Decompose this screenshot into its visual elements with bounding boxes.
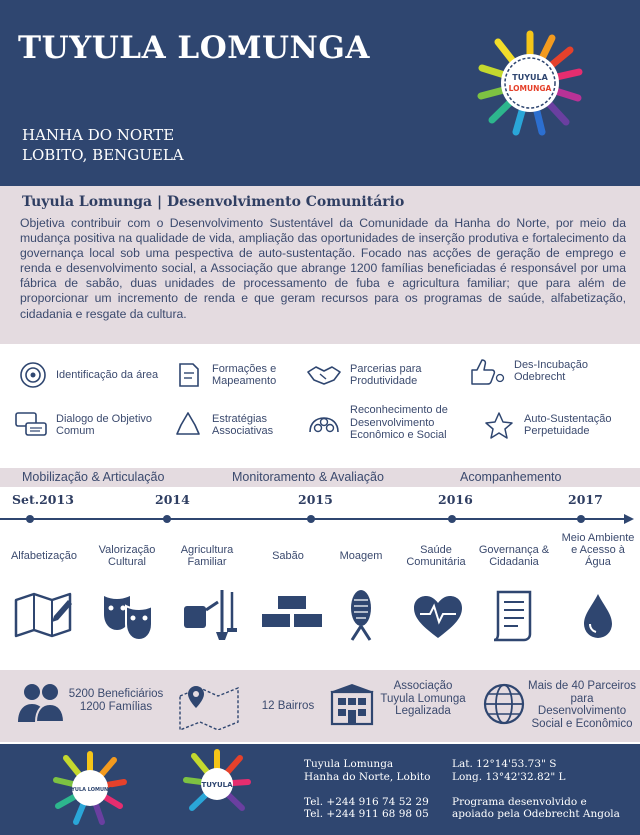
year-label: 2017 — [568, 492, 603, 507]
water-drop-icon — [580, 592, 616, 640]
footer-program-1: Programa desenvolvido e — [452, 796, 587, 808]
service-label: Estratégias Associativas — [212, 412, 274, 437]
scroll-document-icon — [488, 588, 538, 642]
service-formacoes — [174, 360, 304, 390]
corn-icon — [344, 586, 378, 642]
footer-latitude: Lat. 12°14'53.73" S — [452, 758, 557, 770]
service-parcerias — [306, 360, 456, 390]
theater-masks-icon — [98, 590, 158, 642]
footer-longitude: Long. 13°42'32.82" L — [452, 771, 566, 783]
small-logo-text-2: TUYULA — [201, 781, 233, 789]
globe-icon — [482, 682, 526, 726]
header-banner — [0, 0, 640, 186]
description-title: Tuyula Lomunga | Desenvolvimento Comunitário — [22, 194, 405, 210]
year-label: 2015 — [298, 492, 333, 507]
target-icon — [18, 360, 48, 390]
year-label: 2014 — [155, 492, 190, 507]
soap-bars-icon — [260, 596, 326, 634]
community-icon — [306, 408, 342, 438]
service-auto-sustentacao — [482, 410, 638, 440]
speech-bubbles-icon — [14, 410, 48, 440]
service-desincubacao — [466, 356, 636, 386]
timeline — [0, 462, 640, 532]
year-label: Set.2013 — [12, 492, 74, 507]
building-icon — [328, 682, 376, 726]
beneficiaries-count: 5200 Beneficiários — [68, 688, 164, 700]
map-pin-icon — [178, 680, 240, 730]
tuyula-logo-small-1 — [52, 750, 128, 826]
star-icon — [482, 410, 516, 440]
service-label: Formações e Mapeamento — [212, 362, 277, 387]
activity-valorizacao: Valorização Cultural — [98, 544, 156, 568]
service-label: Reconhecimento de Desenvolvimento Econômico e Social — [350, 404, 448, 441]
footer-org-name: Tuyula Lomunga — [304, 758, 394, 770]
small-logo-text-1: TUYULA LOMUNGA — [63, 787, 117, 793]
tuyula-logo-small-2 — [182, 748, 252, 828]
footer-phone-2: Tel. +244 911 68 98 05 — [304, 808, 429, 820]
activity-moagem: Moagem — [339, 550, 383, 562]
activity-governanca: Governança & Cidadania — [478, 544, 550, 568]
activity-agricultura: Agricultura Familiar — [180, 544, 234, 568]
service-label: Des-Incubação Odebrecht — [514, 358, 588, 383]
activity-meio-ambiente: Meio Ambiente e Acesso à Água — [561, 532, 635, 568]
association-status: Associação Tuyula Lomunga Legalizada — [380, 680, 466, 717]
year-label: 2016 — [438, 492, 473, 507]
activity-sabao: Sabão — [272, 550, 304, 562]
service-dialogo — [14, 410, 174, 440]
people-icon — [16, 680, 66, 724]
document-pen-icon — [174, 360, 204, 390]
recycle-icon — [172, 410, 204, 440]
heart-pulse-icon — [412, 594, 464, 640]
location-line-2: LOBITO, BENGUELA — [22, 146, 184, 164]
timeline-axis — [0, 514, 640, 524]
description-section — [0, 186, 640, 344]
service-label: Parcerias para Produtividade — [350, 362, 422, 387]
phase-label: Mobilização & Articulação — [22, 470, 165, 484]
thumbs-up-icon — [466, 356, 506, 386]
families-count: 1200 Famílias — [79, 701, 153, 713]
service-label: Auto-Sustentação Perpetuidade — [524, 412, 612, 437]
services-grid — [0, 348, 640, 456]
footer-program-2: apoiado pela Odebrecht Angola — [452, 808, 620, 820]
activities — [0, 532, 640, 660]
service-label: Dialogo de Objetivo Comum — [56, 412, 153, 437]
page-title: TUYULA LOMUNGA — [18, 30, 370, 66]
service-identificacao — [18, 360, 168, 390]
handshake-icon — [306, 360, 342, 390]
neighborhoods-count: 12 Bairros — [261, 700, 315, 712]
service-estrategias — [172, 410, 302, 440]
location-line-1: HANHA DO NORTE — [22, 126, 175, 144]
watering-can-tools-icon — [180, 588, 240, 642]
description-text: Objetiva contribuir com o Desenvolvimento Sustentável da Comunidade da Hanha do Norte, por meio da mudança positiva na qualidade de vida, ampliação das oportunidades de inserção produtiva e fortalecimento da governança local sob uma pespectiva de auto-sustentação. Focado nas acções de geração de emprego e renda e desenvolvimento social, a Associação que abrange 1200 famílias beneficiadas é responsável por uma fábrica de sabão, duas unidades de processamento de fuba e agricultura familiar; que para além de proporcionar um incremento de renda e que geram recursos para os programas de saúde, alfabetização, cidadania e resgate da cultura. — [20, 216, 626, 321]
activity-alfabetizacao: Alfabetização — [10, 550, 78, 562]
logo-text-2: LOMUNGA — [508, 84, 552, 93]
map-pencil-icon — [12, 590, 76, 640]
phase-label: Monitoramento & Avaliação — [232, 470, 384, 484]
footer-phone-1: Tel. +244 916 74 52 29 — [304, 796, 429, 808]
service-reconhecimento — [306, 404, 476, 442]
service-label: Identificação da área — [56, 368, 159, 381]
phase-label: Acompanhemento — [460, 470, 562, 484]
footer-address: Hanha do Norte, Lobito — [304, 771, 431, 783]
stats-band — [0, 670, 640, 742]
footer — [0, 744, 640, 835]
tuyula-lomunga-logo — [476, 28, 584, 138]
partners-count: Mais de 40 Parceiros para Desenvolvimento Social e Econômico — [527, 680, 637, 730]
logo-text-1: TUYULA — [512, 73, 548, 82]
activity-saude: Saúde Comunitária — [406, 544, 466, 568]
